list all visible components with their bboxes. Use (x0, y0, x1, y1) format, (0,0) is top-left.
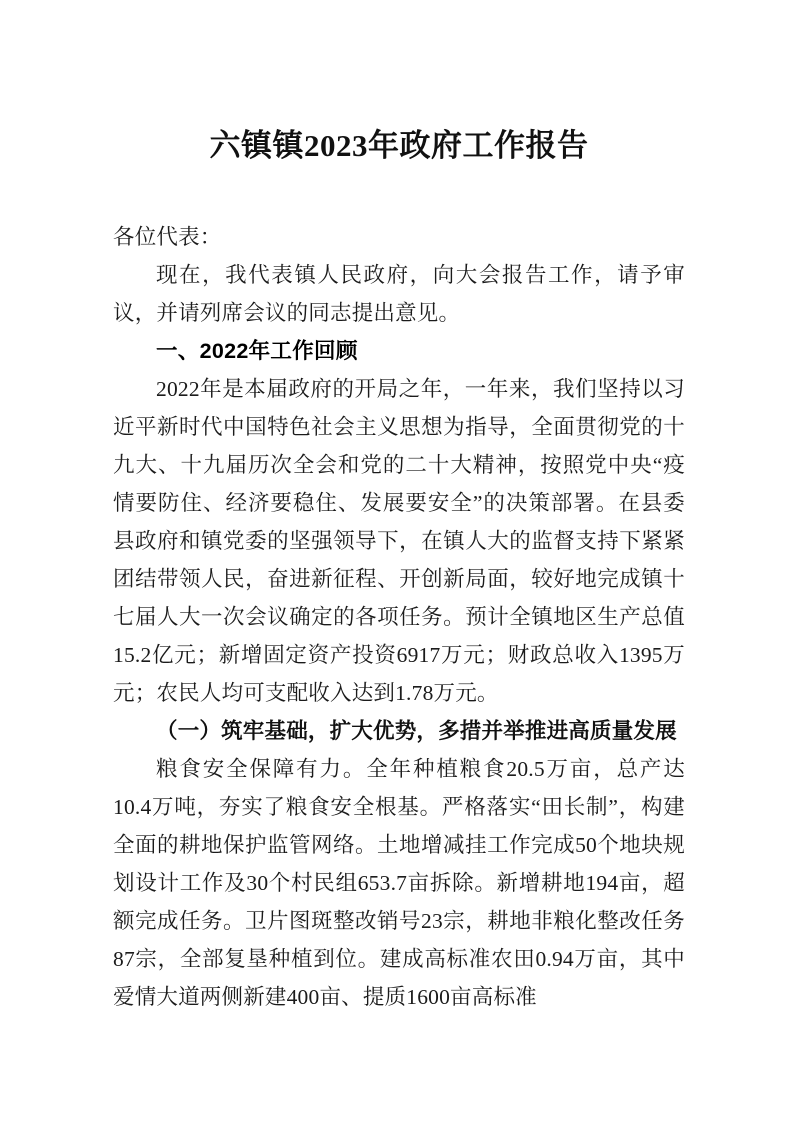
section-heading-1: 一、2022年工作回顾 (156, 339, 358, 363)
page-title: 六镇镇2023年政府工作报告 (209, 128, 589, 163)
title-spacer (113, 168, 685, 218)
section-1-paragraph: 2022年是本届政府的开局之年，一年来，我们坚持以习近平新时代中国特色社会主义思想为指导，全面贯彻党的十九大、十九届历次全会和党的二十大精神，按照党中央“疫情要防住、经济要稳住、发展要安全”的决策部署。在县委县政府和镇党委的坚强领导下，在镇人大的监督支持下紧紧团结带领人民，奋进新征程、开创新局面，较好地完成镇十七届人大一次会议确定的各项任务。预计全镇地区生产总值15.2亿元；新增固定资产投资6917万元；财政总收入1395万元；农民人均可支配收入达到1.78万元。 (113, 377, 685, 705)
subsection-heading-1: （一）筑牢基础，扩大优势，多措并举推进高质量发展 (156, 719, 677, 743)
subsection-1-paragraph: 粮食安全保障有力。全年种植粮食20.5万亩，总产达10.4万吨，夯实了粮食安全根基。严格落实“田长制”，构建全面的耕地保护监管网络。土地增减挂工作完成50个地块规划设计工作及30个村民组653.7亩拆除。新增耕地194亩，超额完成任务。卫片图斑整改销号23宗，耕地非粮化整改任务87宗，全部复垦种植到位。建成高标准农田0.94万亩，其中爱情大道两侧新建400亩、提质1600亩高标准 (113, 757, 685, 1009)
intro-paragraph: 现在，我代表镇人民政府，向大会报告工作，请予审议，并请列席会议的同志提出意见。 (113, 263, 685, 325)
document-body (113, 118, 685, 1016)
salutation-line: 各位代表： (113, 225, 222, 249)
